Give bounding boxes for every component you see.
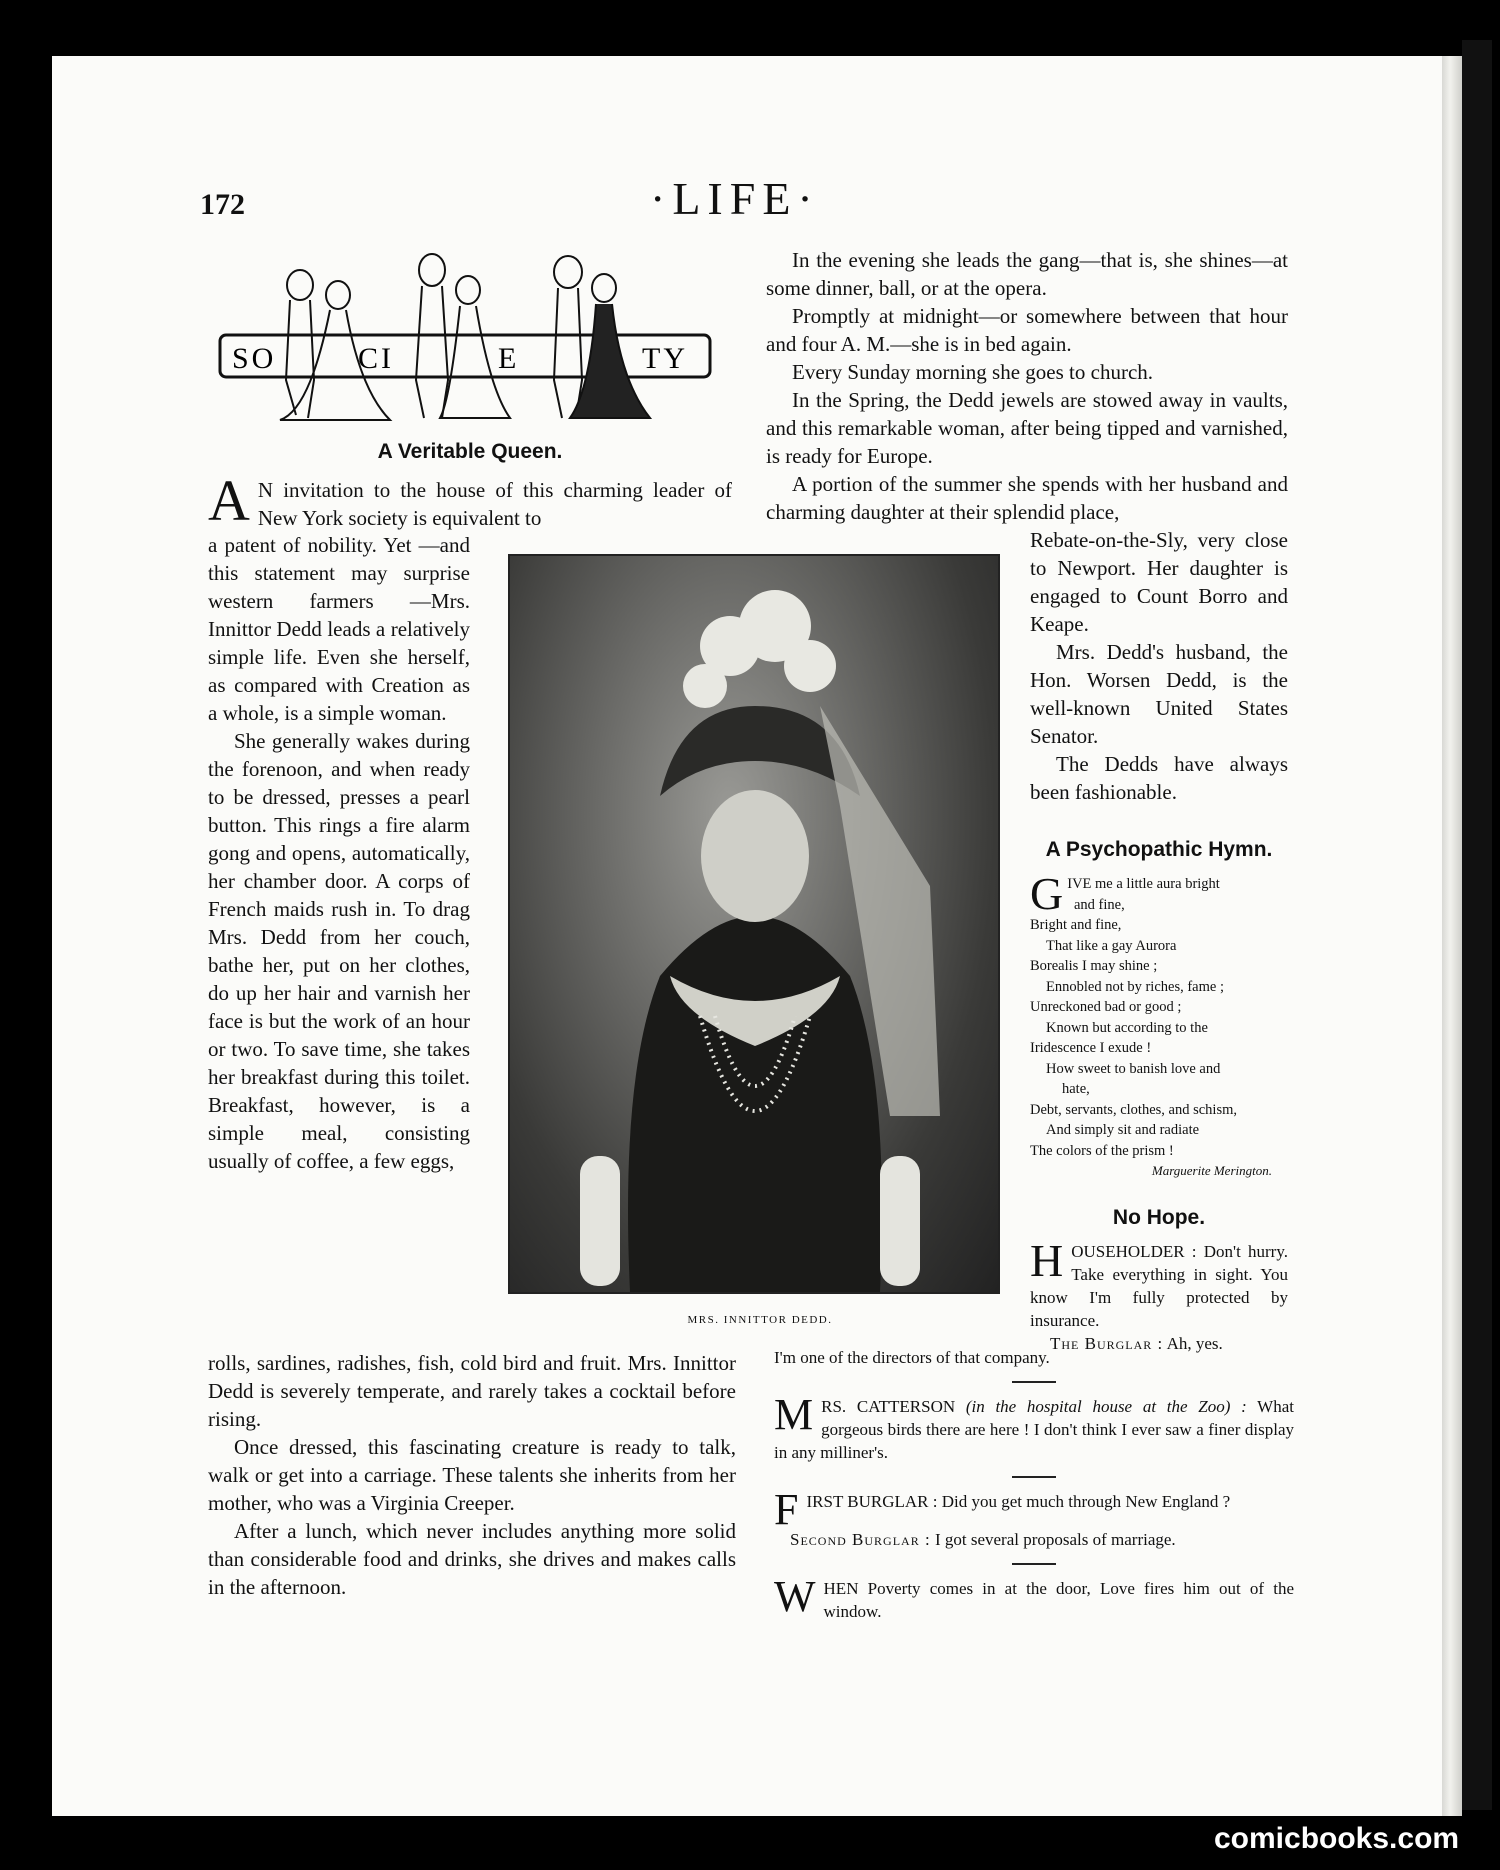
jokes-column <box>774 1346 1294 1623</box>
poem-body <box>1030 868 1288 1182</box>
joke-lead: RS. CATTERSON <box>821 1397 956 1416</box>
divider <box>1012 1381 1056 1383</box>
joke-lead: IRST BURGLAR : <box>806 1492 938 1511</box>
nohope-title: No Hope. <box>1112 1205 1206 1229</box>
nohope-body <box>1030 1234 1288 1355</box>
drop-cap: G <box>1030 868 1064 919</box>
couple-figure-3 <box>554 256 650 418</box>
joke-item <box>774 1390 1294 1464</box>
drop-cap: A <box>208 468 250 533</box>
joke-text: Did you get much through New England ? <box>941 1492 1231 1511</box>
article-right-top <box>766 246 1288 526</box>
joke-item <box>774 1572 1295 1623</box>
nohope-speaker: The Burglar : <box>1050 1333 1164 1353</box>
poem-line: Known but according to the <box>1046 1019 1208 1036</box>
portrait-figure <box>510 556 998 1292</box>
article-left-narrow <box>208 531 470 1175</box>
article-lead <box>208 468 732 533</box>
poem-title: A Psychopathic Hymn. <box>1045 838 1273 861</box>
poem-line: Debt, servants, clothes, and schism, <box>1030 1101 1237 1118</box>
banner-letter: TY <box>642 342 688 375</box>
joke-lead: HEN <box>823 1579 859 1598</box>
article-paragraph: Rebate-on-the-Sly, very close to Newport. Her daughter is engaged to Count Borro and Keape. <box>1030 528 1288 636</box>
society-banner-illustration <box>210 240 720 440</box>
article-left-top <box>208 438 732 532</box>
facing-page-edge <box>1462 40 1492 1810</box>
poem-line: That like a gay Aurora <box>1046 937 1177 954</box>
nohope-reply-continued: I'm one of the directors of that company. <box>774 1348 1050 1367</box>
article-paragraph: a patent of nobility. Yet —and this statement may surprise western farmers —Mrs. Innittor Dedd leads a relatively simple life. Even she herself, as compared with Creation as a whole, is a simple woman. <box>208 533 470 725</box>
article-paragraph: Promptly at midnight—or somewhere between that hour and four A. M.—she is in bed again. <box>766 304 1288 356</box>
nohope-reply: Ah, yes. <box>1166 1333 1223 1353</box>
poem-line: hate, <box>1062 1081 1090 1097</box>
divider <box>1012 1476 1056 1478</box>
poem-line: Iridescence I exude ! <box>1030 1040 1152 1056</box>
poem-line: How sweet to banish love and <box>1046 1060 1221 1077</box>
poem-line: Borealis I may shine ; <box>1030 958 1158 974</box>
poem-line: Unreckoned bad or good ; <box>1030 999 1182 1015</box>
page-number: 172 <box>200 188 245 221</box>
banner-letter: SO <box>232 342 277 375</box>
drop-cap: F <box>774 1485 799 1534</box>
joke-reply: I got several proposals of marriage. <box>934 1530 1176 1549</box>
joke-text: Poverty comes in at the door, Love fires him out of the window. <box>823 1579 1295 1621</box>
article-right-narrow <box>1030 526 1288 1355</box>
masthead: ·LIFE· <box>650 173 820 224</box>
article-paragraph: rolls, sardines, radishes, fish, cold bird and fruit. Mrs. Innittor Dedd is severely temperate, and rarely takes a cocktail before rising. <box>208 1351 736 1431</box>
article-left-bottom <box>208 1349 736 1601</box>
poem-line: Ennobled not by riches, fame ; <box>1046 978 1224 995</box>
poem-line: And simply sit and radiate <box>1046 1122 1200 1138</box>
drop-cap: M <box>774 1390 814 1439</box>
portrait-photo <box>508 554 1000 1294</box>
poem-line: and fine, <box>1074 896 1125 913</box>
banner-letter: E <box>498 342 517 375</box>
article-paragraph: Every Sunday morning she goes to church. <box>792 360 1154 384</box>
article-paragraph: She generally wakes during the forenoon, and when ready to be dressed, presses a pearl button. This rings a fire alarm gong and opens, automatically, her chamber door. A corps of French maids rush in. To drag Mrs. Dedd from her couch, bathe her, put on her clothes, do up her hair and varnish her face is but the work of an hour or two. To save time, she takes her breakfast during this toilet. Breakfast, however, is a simple meal, consisting usually of coffee, a few eggs, <box>208 729 470 1173</box>
article-paragraph: In the Spring, the Dedd jewels are stowed away in vaults, and this remarkable woman, after being tipped and varnished, is ready for Europe. <box>766 388 1288 468</box>
article-paragraph: Mrs. Dedd's husband, the Hon. Worsen Dedd, is the well-known United States Senator. <box>1030 640 1288 748</box>
page-binding <box>1442 56 1462 1816</box>
article-lead-text: N invitation to the house of this charming leader of New York society is equivalent to <box>257 478 732 530</box>
poem-author: Marguerite Merington. <box>1151 1163 1272 1178</box>
source-watermark: comicbooks.com <box>1214 1822 1460 1855</box>
drop-cap: H <box>1030 1234 1064 1286</box>
article-paragraph: In the evening she leads the gang—that is, she shines—at some dinner, ball, or at the opera. <box>766 248 1288 300</box>
joke-text: What gorgeous birds there are here ! I don't think I ever saw a finer display in any milliner's. <box>774 1397 1294 1462</box>
photo-caption: MRS. INNITTOR DEDD. <box>687 1314 833 1326</box>
article-paragraph: After a lunch, which never includes anything more solid than considerable food and drinks, she drives and makes calls in the afternoon. <box>208 1519 736 1599</box>
joke-item <box>774 1485 1294 1551</box>
poem-line: IVE me a little aura bright <box>1067 876 1220 892</box>
article-paragraph: Once dressed, this fascinating creature is ready to talk, walk or get into a carriage. These talents she inherits from her mother, who was a Virginia Creeper. <box>208 1435 736 1515</box>
joke-stage-direction: (in the hospital house at the Zoo) : <box>965 1397 1247 1416</box>
poem-line: Bright and fine, <box>1030 917 1122 933</box>
banner-letter: CI <box>358 342 394 375</box>
article-paragraph: The Dedds have always been fashionable. <box>1030 752 1288 804</box>
drop-cap: W <box>774 1572 816 1621</box>
nohope-text: OUSEHOLDER : Don't hurry. Take everything in sight. You know I'm fully protected by insurance. <box>1030 1241 1288 1330</box>
poem-line: The colors of the prism ! <box>1030 1142 1174 1159</box>
article-title: A Veritable Queen. <box>377 440 563 463</box>
divider <box>1012 1563 1056 1565</box>
joke-speaker: Second Burglar : <box>790 1530 931 1549</box>
article-paragraph: A portion of the summer she spends with her husband and charming daughter at their splendid place, <box>766 472 1288 524</box>
